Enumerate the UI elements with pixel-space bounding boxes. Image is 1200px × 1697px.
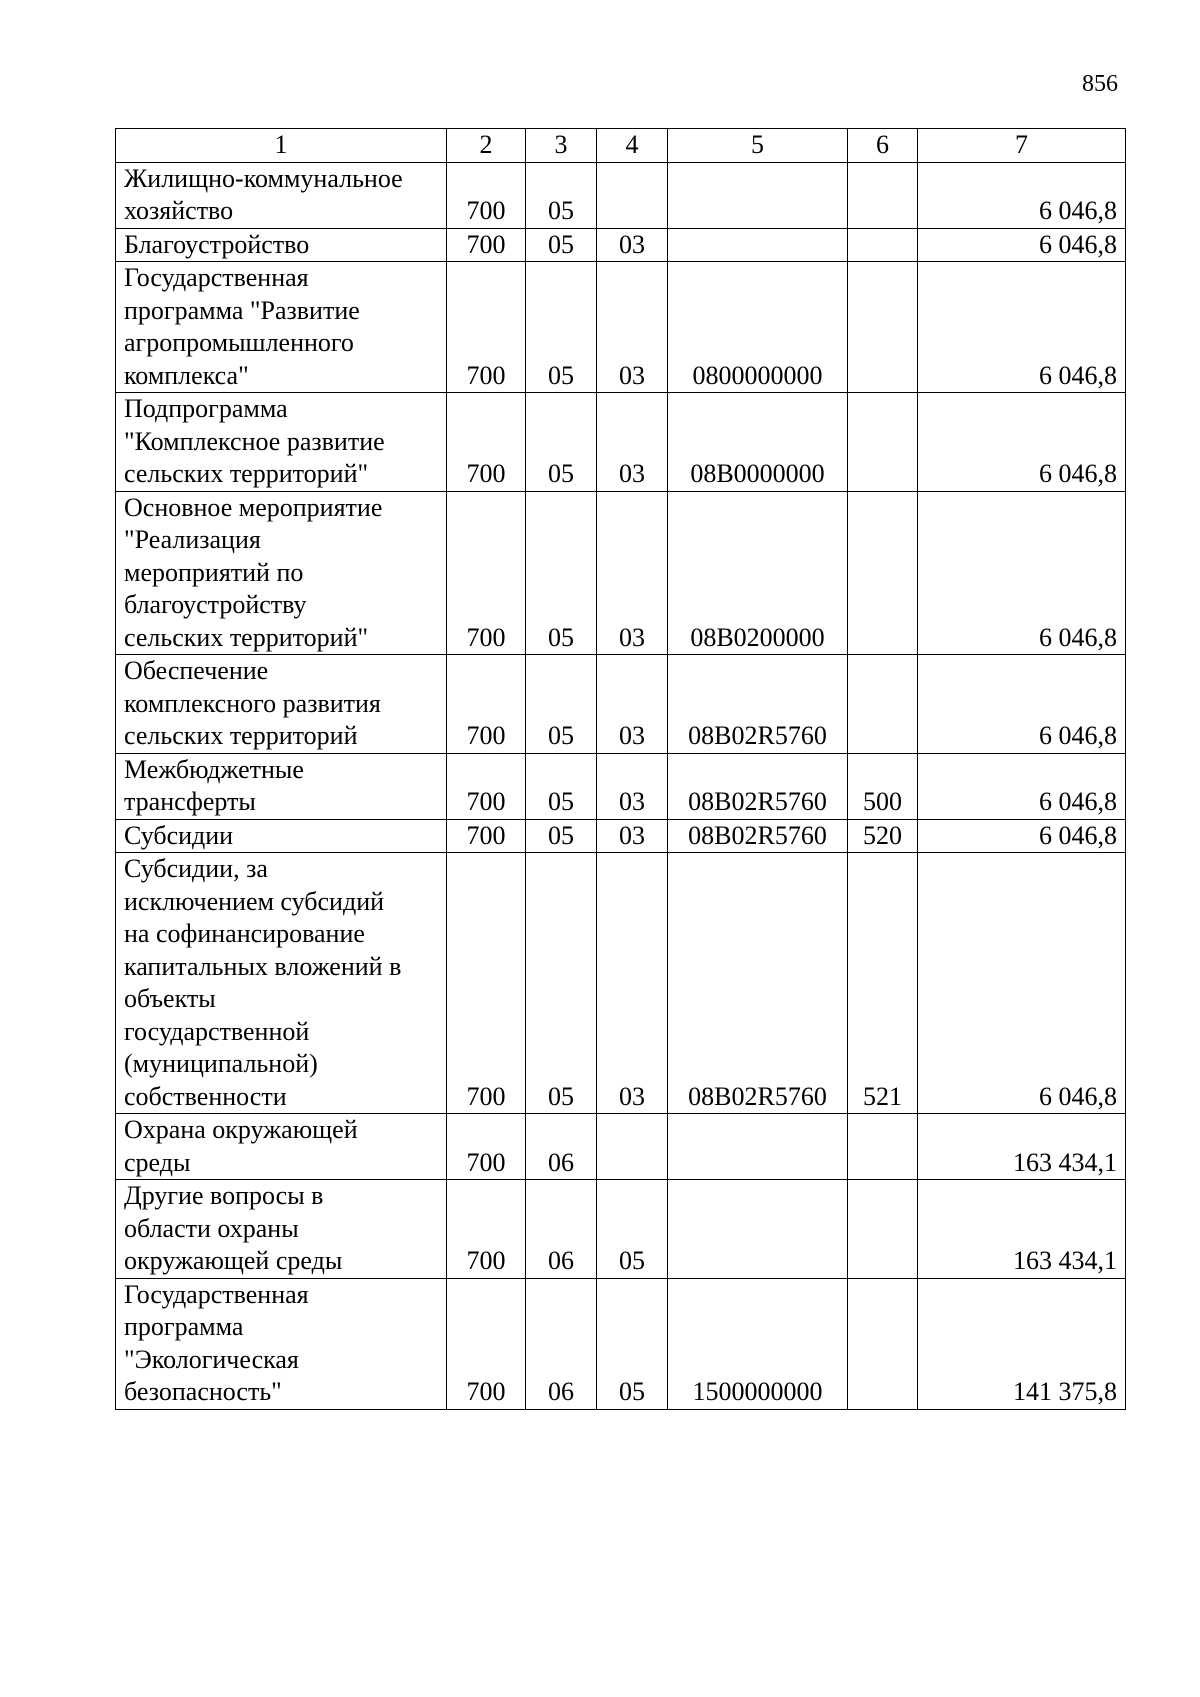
code-cell: 700 — [447, 655, 526, 754]
item-name-cell: Межбюджетные трансферты — [116, 753, 447, 819]
item-name-cell: Субсидии — [116, 819, 447, 853]
amount-cell: 141 375,8 — [918, 1278, 1126, 1409]
code-cell: 05 — [597, 1180, 668, 1279]
code-cell: 05 — [526, 262, 597, 393]
code-cell: 05 — [526, 491, 597, 655]
column-header: 6 — [848, 129, 918, 163]
table-row — [116, 162, 1126, 228]
code-cell: 06 — [526, 1180, 597, 1279]
code-cell: 05 — [526, 393, 597, 492]
table-row — [116, 753, 1126, 819]
code-cell: 700 — [447, 228, 526, 262]
amount-cell: 163 434,1 — [918, 1180, 1126, 1279]
code-cell: 08В02R5760 — [668, 753, 848, 819]
code-cell: 03 — [597, 393, 668, 492]
code-cell — [848, 655, 918, 754]
table-row — [116, 491, 1126, 655]
code-cell: 700 — [447, 1278, 526, 1409]
code-cell — [848, 1114, 918, 1180]
code-cell: 05 — [526, 228, 597, 262]
code-cell: 05 — [526, 819, 597, 853]
code-cell — [668, 1180, 848, 1279]
code-cell: 700 — [447, 819, 526, 853]
code-cell: 03 — [597, 262, 668, 393]
item-name-cell: Другие вопросы в области охраны окружающей среды — [116, 1180, 447, 1279]
code-cell: 521 — [848, 853, 918, 1114]
amount-cell: 6 046,8 — [918, 162, 1126, 228]
code-cell: 05 — [526, 753, 597, 819]
code-cell — [848, 228, 918, 262]
code-cell — [668, 1114, 848, 1180]
table-row — [116, 1278, 1126, 1409]
code-cell — [668, 228, 848, 262]
code-cell: 06 — [526, 1114, 597, 1180]
code-cell: 08В02R5760 — [668, 819, 848, 853]
amount-cell: 6 046,8 — [918, 228, 1126, 262]
item-name-cell: Обеспечение комплексного развития сельских территорий — [116, 655, 447, 754]
code-cell: 06 — [526, 1278, 597, 1409]
code-cell: 08В02R5760 — [668, 655, 848, 754]
amount-cell: 6 046,8 — [918, 819, 1126, 853]
page-number: 856 — [1082, 71, 1118, 97]
item-name-cell: Государственная программа "Развитие агропромышленного комплекса" — [116, 262, 447, 393]
item-name-cell: Подпрограмма "Комплексное развитие сельских территорий" — [116, 393, 447, 492]
code-cell: 08В02R5760 — [668, 853, 848, 1114]
table-row — [116, 228, 1126, 262]
code-cell: 700 — [447, 1114, 526, 1180]
table-row — [116, 853, 1126, 1114]
code-cell: 05 — [526, 853, 597, 1114]
code-cell: 700 — [447, 393, 526, 492]
code-cell: 0800000000 — [668, 262, 848, 393]
code-cell: 03 — [597, 853, 668, 1114]
code-cell: 08В0200000 — [668, 491, 848, 655]
item-name-cell: Жилищно-коммунальное хозяйство — [116, 162, 447, 228]
table-row — [116, 1114, 1126, 1180]
item-name-cell: Охрана окружающей среды — [116, 1114, 447, 1180]
table-row — [116, 819, 1126, 853]
amount-cell: 6 046,8 — [918, 753, 1126, 819]
column-header: 7 — [918, 129, 1126, 163]
code-cell: 700 — [447, 753, 526, 819]
code-cell — [848, 262, 918, 393]
code-cell: 03 — [597, 655, 668, 754]
code-cell: 03 — [597, 819, 668, 853]
code-cell: 05 — [597, 1278, 668, 1409]
table-row — [116, 1180, 1126, 1279]
code-cell: 520 — [848, 819, 918, 853]
code-cell: 700 — [447, 262, 526, 393]
item-name-cell: Государственная программа "Экологическая безопасность" — [116, 1278, 447, 1409]
code-cell — [848, 162, 918, 228]
budget-table — [115, 128, 1126, 1410]
amount-cell: 163 434,1 — [918, 1114, 1126, 1180]
code-cell: 500 — [848, 753, 918, 819]
code-cell: 05 — [526, 655, 597, 754]
column-header: 1 — [116, 129, 447, 163]
table-header-row — [116, 129, 1126, 163]
code-cell: 05 — [526, 162, 597, 228]
code-cell — [848, 491, 918, 655]
item-name-cell: Субсидии, за исключением субсидий на софинансирование капитальных вложений в объекты государственной (муниципальной) собственности — [116, 853, 447, 1114]
code-cell — [597, 1114, 668, 1180]
code-cell: 700 — [447, 853, 526, 1114]
code-cell — [848, 1278, 918, 1409]
amount-cell: 6 046,8 — [918, 491, 1126, 655]
item-name-cell: Основное мероприятие "Реализация мероприятий по благоустройству сельских территорий" — [116, 491, 447, 655]
code-cell: 08В0000000 — [668, 393, 848, 492]
column-header: 3 — [526, 129, 597, 163]
amount-cell: 6 046,8 — [918, 262, 1126, 393]
code-cell — [597, 162, 668, 228]
table-row — [116, 262, 1126, 393]
column-header: 5 — [668, 129, 848, 163]
column-header: 2 — [447, 129, 526, 163]
table-row — [116, 393, 1126, 492]
amount-cell: 6 046,8 — [918, 393, 1126, 492]
code-cell: 700 — [447, 491, 526, 655]
code-cell — [848, 1180, 918, 1279]
code-cell: 700 — [447, 1180, 526, 1279]
code-cell: 03 — [597, 228, 668, 262]
amount-cell: 6 046,8 — [918, 853, 1126, 1114]
code-cell: 03 — [597, 753, 668, 819]
code-cell — [668, 162, 848, 228]
code-cell: 700 — [447, 162, 526, 228]
code-cell — [848, 393, 918, 492]
table-row — [116, 655, 1126, 754]
item-name-cell: Благоустройство — [116, 228, 447, 262]
code-cell: 03 — [597, 491, 668, 655]
code-cell: 1500000000 — [668, 1278, 848, 1409]
column-header: 4 — [597, 129, 668, 163]
amount-cell: 6 046,8 — [918, 655, 1126, 754]
